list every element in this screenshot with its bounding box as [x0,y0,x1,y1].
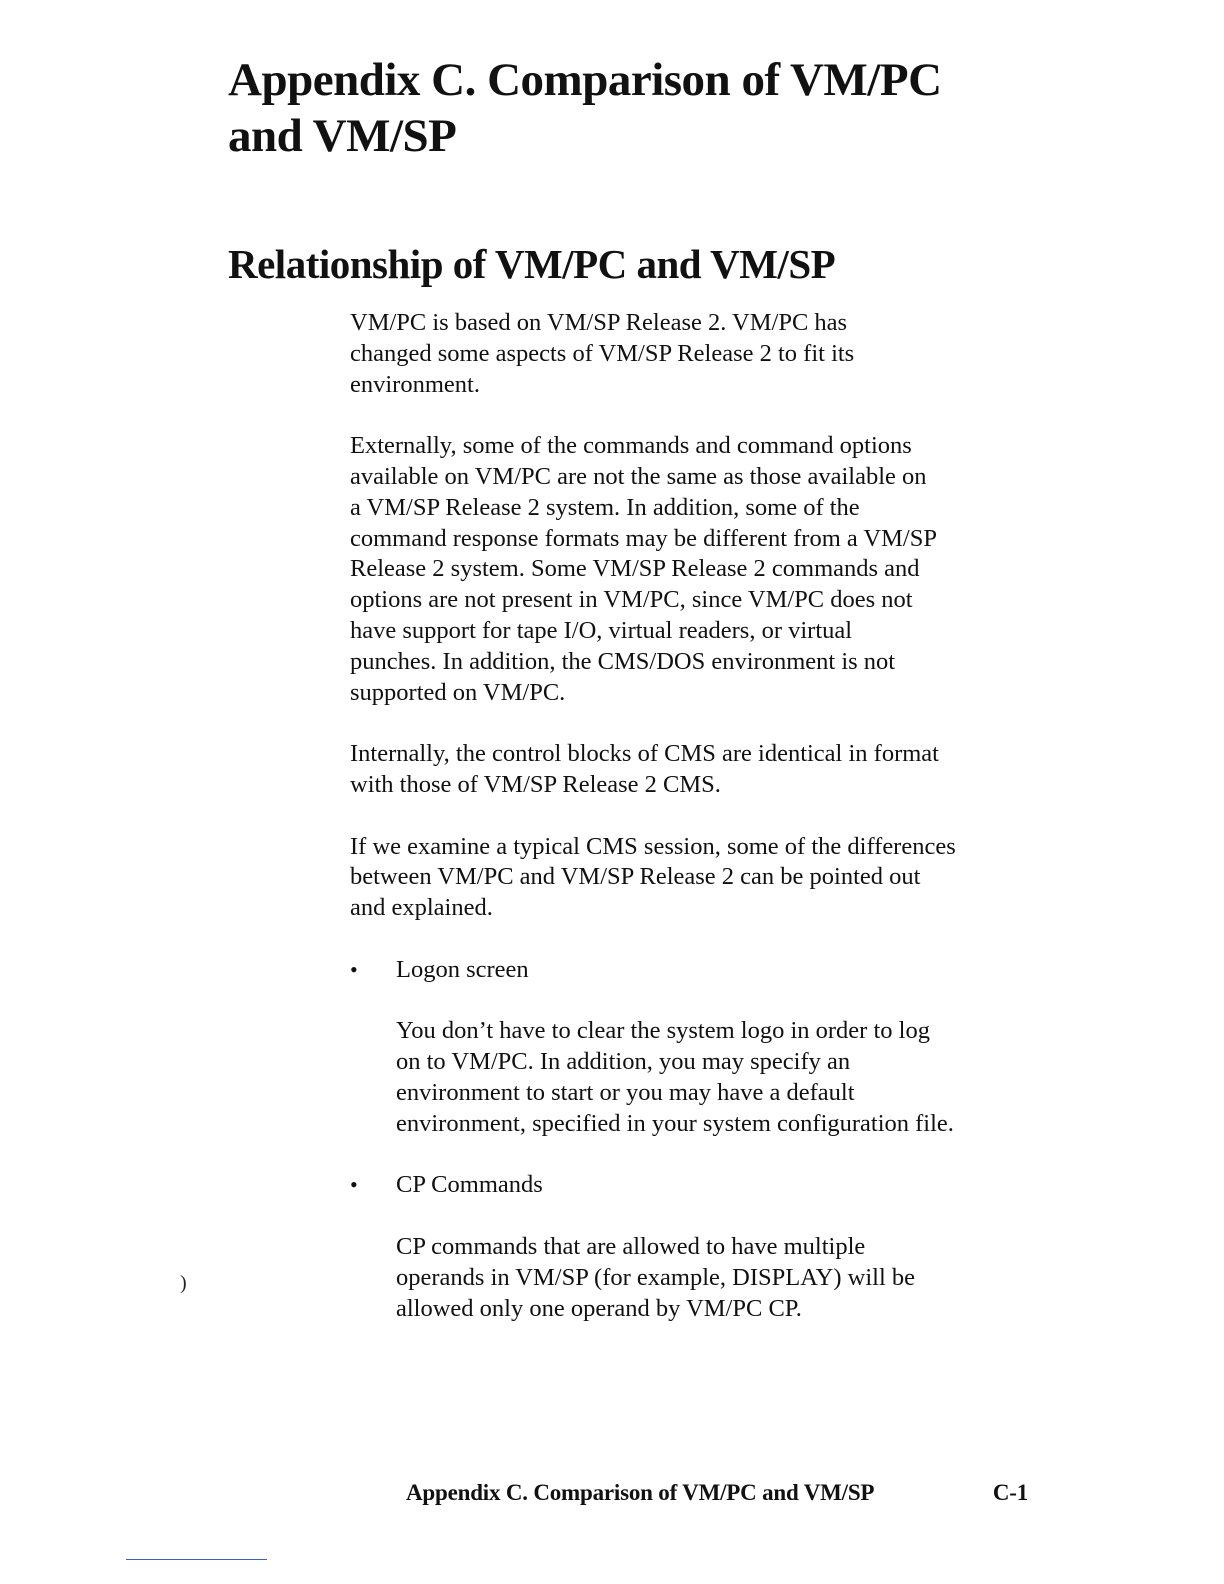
text-line: If we examine a typical CMS session, some of the differences [350,832,956,860]
paragraph-internally [350,739,1050,801]
text-line: allowed only one operand by VM/PC CP. [396,1294,802,1322]
page-number: C-1 [992,1480,1028,1505]
section-heading: Relationship of VM/PC and VM/SP [228,241,836,287]
paragraph-intro [350,308,1050,400]
text-line: a VM/SP Release 2 system. In addition, some of the [350,493,860,521]
page-footer [406,1480,1028,1506]
chapter-title-line-2: and VM/SP [228,110,457,162]
chapter-title [228,52,1128,164]
text-line: and explained. [350,894,493,922]
text-line: on to VM/PC. In addition, you may specify an [396,1048,851,1076]
text-line: command response formats may be different from a VM/SP [350,524,937,552]
text-line: environment, specified in your system configuration file. [396,1109,954,1137]
bullet-description [396,1016,1050,1139]
text-line: have support for tape I/O, virtual readers, or virtual [350,616,853,644]
text-line: You don’t have to clear the system logo in order to log [396,1017,930,1045]
bullet-icon: • [350,1172,358,1198]
text-line: available on VM/PC are not the same as those available on [350,462,927,490]
text-line: CP commands that are allowed to have multiple [396,1232,866,1260]
text-line: between VM/PC and VM/SP Release 2 can be pointed out [350,863,921,891]
text-line: Internally, the control blocks of CMS are identical in format [350,740,939,768]
text-line: VM/PC is based on VM/SP Release 2. VM/PC has [350,309,848,336]
text-line: options are not present in VM/PC, since VM/PC does not [350,586,913,614]
footer-running-title: Appendix C. Comparison of VM/PC and VM/SP [406,1480,875,1505]
text-line: Release 2 system. Some VM/SP Release 2 commands and [350,555,920,583]
paragraph-externally [350,431,1050,708]
bullet-icon: • [350,956,358,982]
bullet-heading: Logon screen [396,955,529,983]
text-line: Externally, some of the commands and command options [350,432,912,460]
body-text [350,308,1050,1355]
text-line: changed some aspects of VM/SP Release 2 to fit its [350,339,855,367]
text-line: environment to start or you may have a default [396,1078,855,1106]
bullet-heading: CP Commands [396,1171,543,1199]
bottom-rule [126,1559,267,1560]
text-line: punches. In addition, the CMS/DOS environment is not [350,647,896,675]
bullet-description [396,1232,1050,1324]
text-line: environment. [350,370,480,398]
text-line: supported on VM/PC. [350,678,566,706]
chapter-title-line-1: Appendix C. Comparison of VM/PC [228,54,942,106]
bullet-cp-commands [350,1170,1050,1324]
text-line: with those of VM/SP Release 2 CMS. [350,770,721,798]
bullet-logon-screen [350,955,1050,1140]
text-line: operands in VM/SP (for example, DISPLAY) will be [396,1263,915,1291]
margin-mark: ) [180,1272,187,1294]
paragraph-examine [350,832,1050,924]
